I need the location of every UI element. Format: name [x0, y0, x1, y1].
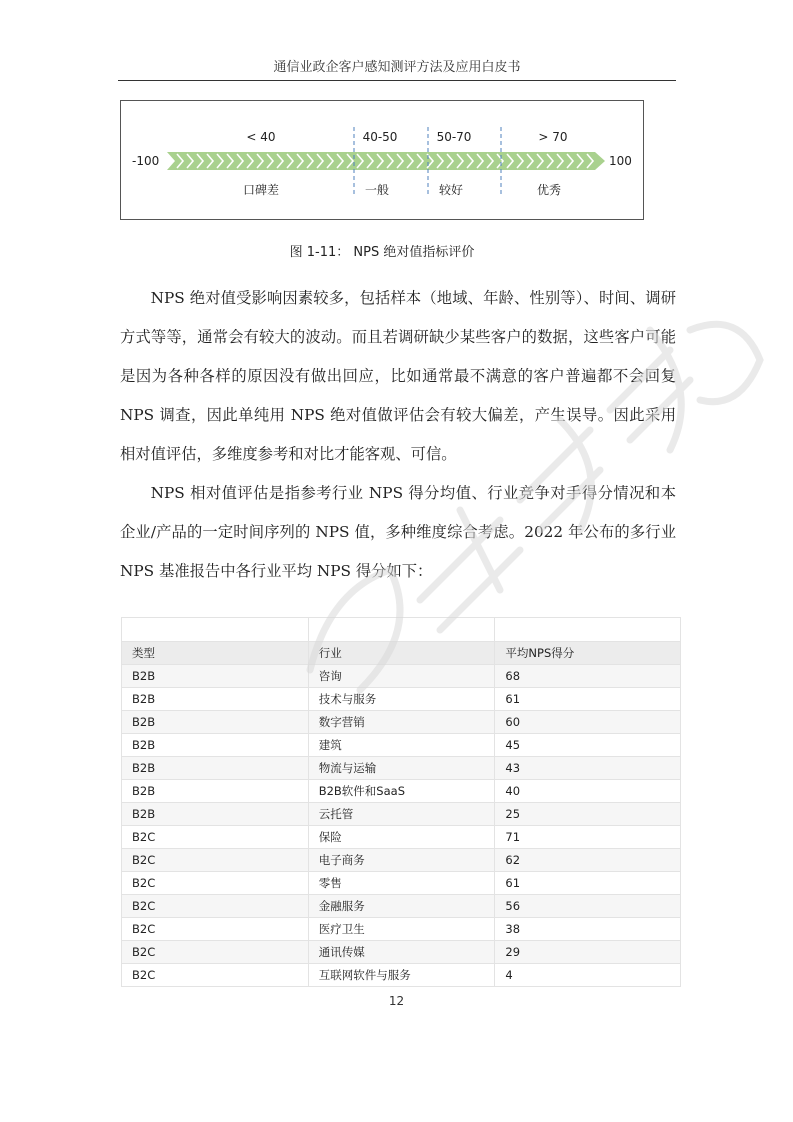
cell-industry: 咨询 [308, 665, 495, 688]
cell-score: 43 [495, 757, 681, 780]
cell-type: B2B [122, 665, 309, 688]
header-industry: 行业 [308, 642, 495, 665]
cell-score: 4 [495, 964, 681, 987]
cell-industry: 物流与运输 [308, 757, 495, 780]
table-row [122, 780, 681, 803]
table-header-row [122, 642, 681, 665]
cell-score: 56 [495, 895, 681, 918]
scale-min-label: -100 [132, 154, 160, 168]
cell-score: 45 [495, 734, 681, 757]
table-row [122, 665, 681, 688]
table-row [122, 941, 681, 964]
running-header: 通信业政企客户感知测评方法及应用白皮书 [273, 60, 521, 75]
cell-score: 61 [495, 872, 681, 895]
scale-max-label: 100 [609, 154, 632, 168]
table-row [122, 711, 681, 734]
page-number: 12 [388, 994, 405, 1008]
table-row [122, 872, 681, 895]
header-type: 类型 [122, 642, 309, 665]
table-row [122, 734, 681, 757]
table-row [122, 826, 681, 849]
cell-type: B2B [122, 780, 309, 803]
cell-score: 38 [495, 918, 681, 941]
cell-score: 62 [495, 849, 681, 872]
table-row [122, 964, 681, 987]
table-row [122, 849, 681, 872]
cell-type: B2B [122, 734, 309, 757]
table-row [122, 757, 681, 780]
cell-industry: 金融服务 [308, 895, 495, 918]
scale-arrow [167, 152, 605, 170]
cell-type: B2C [122, 941, 309, 964]
cell-type: B2C [122, 826, 309, 849]
cell-type: B2B [122, 803, 309, 826]
cell-industry: 云托管 [308, 803, 495, 826]
cell-industry: 数字营销 [308, 711, 495, 734]
cell-industry: 技术与服务 [308, 688, 495, 711]
segment-range-3: 50-70 [436, 130, 472, 144]
segment-label-1: 口碑差 [242, 183, 280, 197]
cell-industry: 保险 [308, 826, 495, 849]
table-blank-row [122, 618, 681, 642]
header-score: 平均NPS得分 [495, 642, 681, 665]
cell-industry: 医疗卫生 [308, 918, 495, 941]
segment-label-4: 优秀 [536, 183, 562, 197]
cell-type: B2B [122, 757, 309, 780]
cell-score: 61 [495, 688, 681, 711]
cell-industry: B2B软件和SaaS [308, 780, 495, 803]
cell-type: B2B [122, 711, 309, 734]
segment-label-2: 一般 [364, 183, 390, 197]
cell-type: B2C [122, 872, 309, 895]
header-rule [118, 80, 676, 81]
nps-scale-graphic [121, 101, 645, 221]
segment-range-1: < 40 [246, 130, 276, 144]
nps-scale-figure [120, 100, 644, 220]
cell-type: B2B [122, 688, 309, 711]
table-row [122, 803, 681, 826]
cell-type: B2C [122, 964, 309, 987]
figure-caption: 图 1-11： NPS 绝对值指标评价 [289, 245, 475, 260]
cell-score: 40 [495, 780, 681, 803]
segment-range-4: > 70 [538, 130, 568, 144]
cell-industry: 零售 [308, 872, 495, 895]
cell-score: 29 [495, 941, 681, 964]
cell-industry: 通讯传媒 [308, 941, 495, 964]
cell-industry: 建筑 [308, 734, 495, 757]
cell-score: 71 [495, 826, 681, 849]
nps-benchmark-table [121, 617, 681, 987]
table-row [122, 688, 681, 711]
cell-score: 60 [495, 711, 681, 734]
cell-score: 25 [495, 803, 681, 826]
cell-industry: 电子商务 [308, 849, 495, 872]
paragraph-2: NPS 相对值评估是指参考行业 NPS 得分均值、行业竞争对手得分情况和本企业/产品的一定时间序列的 NPS 值，多种维度综合考虑。2022 年公布的多行业 NPS 基准报告中各行业平均 NPS 得分如下： [120, 484, 676, 580]
cell-score: 68 [495, 665, 681, 688]
cell-type: B2C [122, 849, 309, 872]
segment-label-3: 较好 [438, 183, 464, 197]
table-row [122, 895, 681, 918]
cell-industry: 互联网软件与服务 [308, 964, 495, 987]
cell-type: B2C [122, 918, 309, 941]
table-row [122, 918, 681, 941]
cell-type: B2C [122, 895, 309, 918]
paragraph-1: NPS 绝对值受影响因素较多，包括样本（地域、年龄、性别等）、时间、调研方式等等，通常会有较大的波动。而且若调研缺少某些客户的数据，这些客户可能是因为各种各样的原因没有做出回应，比如通常最不满意的客户普遍都不会回复 NPS 调查，因此单纯用 NPS 绝对值做评估会有较大偏差，产生误导。因此采用相对值评估，多维度参考和对比才能客观、可信。 [120, 289, 676, 463]
segment-range-2: 40-50 [362, 130, 398, 144]
